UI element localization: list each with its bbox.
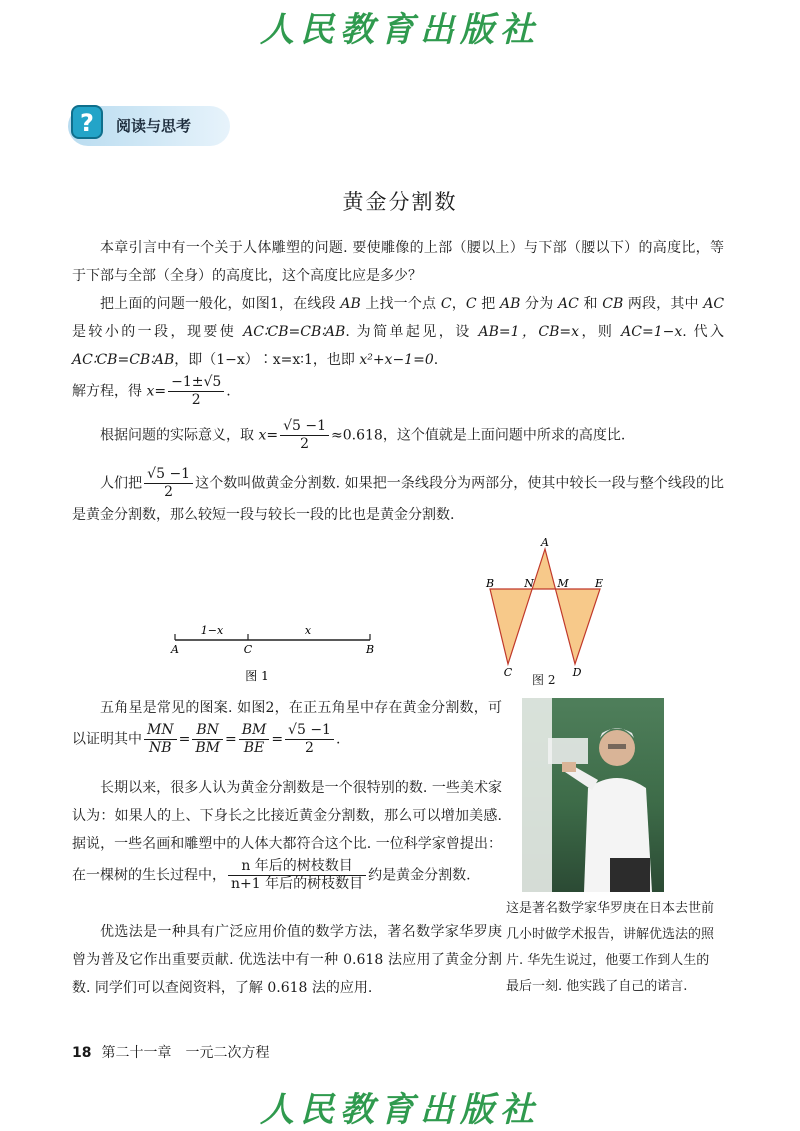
point-d-label: D [572,666,582,679]
publisher-logo-bottom: 人民教育出版社 [260,1090,540,1130]
paragraph-pentagram: 五角星是常见的图案. 如图2，在正五角星中存在黄金分割数，可以证明其中 $\frac{MN}{NB}$ = $\frac{BN}{BM}$ = $\frac{BM}{BE}$ = $\frac{√5 -1}{2}$ . [72,700,502,756]
figure2-pentagram-diagram [478,536,618,686]
fraction-golden-2: $\frac{√5 -1}{2}$ [144,466,193,501]
publisher-logo-top: 人民教育出版社 [260,10,540,50]
paragraph-general: 把上面的问题一般化，如图1，在线段 AB 上找一个点 C，C 把 AB 分为 AC 和 CB 两段，其中 AC 是较小的一段，现要使 AC∶CB=CB∶AB. 为简单起见，设 AB=1，CB=x，则 AC=1−x. 代入 AC∶CB=CB∶AB，即（1−x）∶x=x∶1，也即 x²+x−1=0. [72,296,725,368]
figure1-segment-diagram [160,620,390,690]
section-badge-label: 阅读与思考 [116,117,192,135]
fraction-golden-1: $\frac{√5 -1}{2}$ [280,418,329,453]
label-x: x [304,624,312,637]
point-a-label: A [171,643,179,656]
point-a-label: A [541,536,549,549]
point-c-label: C [243,643,253,656]
article-title: 黄金分割数 [342,190,458,214]
paragraph-definition: 人们把 $\frac{√5 -1}{2}$ 这个数叫做黄金分割数. 如果把一条线段分为两部分，使其中较长一段与整个线段的比是黄金分割数，那么较短一段与较长一段的比也是黄金分割数. [72,466,725,523]
chapter-title: 第二十一章 一元二次方程 [101,1045,270,1061]
point-m-label: M [557,577,569,590]
paragraph-intro: 本章引言中有一个关于人体雕塑的问题. 要使雕像的上部（腰以上）与下部（腰以下）的高度比，等于下部与全部（全身）的高度比，这个高度比应是多少？ [72,240,724,284]
paragraph-optimization: 优选法是一种具有广泛应用价值的数学方法，著名数学家华罗庚曾为普及它作出重要贡献. 优选法中有一种 0.618 法应用了黄金分割数. 同学们可以查阅资料，了解 0.618 法的应用. [72,924,502,996]
point-n-label: N [524,577,534,590]
page-footer [72,1042,269,1062]
photo-caption: 这是著名数学家华罗庚在日本去世前几小时做学术报告，讲解优选法的照片. 华先生说过，他要工作到人生的最后一刻. 他实践了自己的诺言. [506,901,715,994]
fraction-tree-branches: $\frac{\text{n 年后的树枝数目}}{\text{n+1 年后的树枝数目}}$ [228,858,366,893]
label-1-minus-x: 1−x [200,624,224,637]
question-mark-icon [68,100,108,144]
page-number: 18 [72,1045,92,1061]
fraction-solution: $\frac{-1\pm√5}{2}$ [168,374,224,409]
paragraph-value: 根据问题的实际意义，取 x= $\frac{√5 -1}{2}$ ≈0.618，这个值就是上面问题中所求的高度比. [100,418,626,452]
pentagram-star [490,549,600,664]
figure2-caption: 图 2 [532,673,556,687]
point-b-label: B [485,577,495,590]
paragraph-solution: 解方程，得 x= $\frac{-1\pm√5}{2}$ . [72,374,231,408]
svg-text:?: ? [80,109,94,137]
figure1-caption: 图 1 [245,669,269,683]
point-b-label: B [365,643,375,656]
hua-luogeng-photo [522,698,664,892]
paragraph-history: 长期以来，很多人认为黄金分割数是一个很特别的数. 一些美术家认为：如果人的上、下身长之比接近黄金分割数，那么可以增加美感. 据说，一些名画和雕塑中的人体大都符合这个比. 一位科学家曾提出：在一棵树的生长过程中， $\frac{\text{n 年后的树枝数目}}{\text{n+1 年后的树枝数目}}$ 约是黄金分割数. [72,780,502,892]
point-c-label: C [503,666,513,679]
point-e-label: E [594,577,604,590]
